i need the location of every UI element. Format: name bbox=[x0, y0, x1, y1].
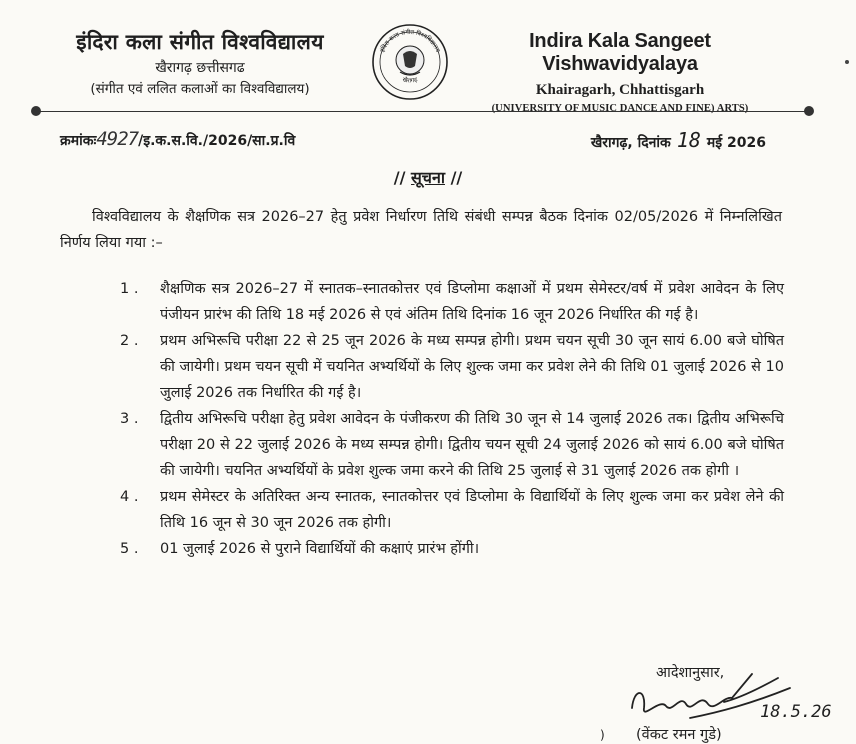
list-item-number: 2 . bbox=[120, 333, 139, 349]
notice-intro: विश्वविद्यालय के शैक्षणिक सत्र 2026–27 हेतु प्रवेश निर्धारण तिथि संबंधी सम्पन्न बैठक दिनांक 02/05/2026 में निम्नलिखित निर्णय लिया गया :– bbox=[60, 209, 782, 251]
list-item-number: 3 . bbox=[120, 411, 139, 427]
list-item-text: प्रथम अभिरूचि परीक्षा 22 से 25 जून 2026 के मध्य सम्पन्न होगी। प्रथम चयन सूची 30 जून सायं 6.00 बजे घोषित की जायेगी। प्रथम चयन सूची में चयनित अभ्यर्थियों के लिए शुल्क जमा कर प्रवेश लेने की तिथि 01 जुलाई 2026 से 10 जुलाई 2026 तक निर्धारित की गई है। bbox=[160, 333, 784, 401]
signature-block bbox=[620, 658, 856, 743]
signature-label: आदेशानुसार, bbox=[656, 665, 725, 681]
list-item-number: 5 . bbox=[120, 541, 139, 557]
title-slashes-left: // bbox=[393, 168, 406, 187]
english-letterhead bbox=[462, 30, 778, 114]
list-item-text: 01 जुलाई 2026 से पुराने विद्यार्थियों की कक्षाएं प्रारंभ होंगी। bbox=[160, 541, 480, 557]
list-item-text: द्वितीय अभिरूचि परीक्षा हेतु प्रवेश आवेदन के पंजीकरण की तिथि 30 जून से 14 जुलाई 2026 तक। द्वितीय अभिरूचि परीक्षा 20 से 22 जुलाई 2026 के मध्य सम्पन्न होगी। द्वितीय चयन सूची 24 जुलाई 2026 को सायं 6.00 बजे घोषित की जायेगी। चयनित अभ्यर्थियों के प्रवेश शुल्क जमा करने की तिथि 25 जुलाई से 31 जुलाई 2026 तक होगी । bbox=[160, 411, 784, 479]
signatory-name: (वेंकट रमन गुडे) bbox=[636, 727, 722, 743]
list-item bbox=[120, 328, 784, 406]
university-seal bbox=[370, 22, 450, 102]
title-slashes-right: // bbox=[450, 168, 463, 187]
reference-number bbox=[60, 128, 295, 150]
reference-prefix: क्रमांकः bbox=[60, 133, 97, 149]
list-item-number: 4 . bbox=[120, 489, 139, 505]
reference-handwritten-number: 4927 bbox=[96, 128, 139, 150]
signature-date: 18.5.26 bbox=[760, 702, 832, 722]
date-handwritten-day: 18 bbox=[676, 128, 701, 152]
rule-dot-left bbox=[31, 106, 41, 116]
seal-text-top: इंदिरा कला संगीत विश्वविद्यालय bbox=[378, 28, 442, 54]
university-name-english: Indira Kala Sangeet Vishwavidyalaya bbox=[529, 30, 711, 75]
university-place-english: Khairagarh, Chhattisgarh bbox=[535, 82, 705, 98]
issue-date bbox=[591, 128, 766, 152]
notice-title bbox=[0, 166, 856, 188]
hindi-letterhead bbox=[50, 28, 350, 97]
list-item bbox=[120, 536, 784, 562]
list-item bbox=[120, 484, 784, 536]
list-item bbox=[120, 406, 784, 484]
university-place-hindi: खैरागढ़ छत्तीसगढ bbox=[155, 60, 245, 76]
university-subtitle-english: (UNIVERSITY OF MUSIC DANCE AND FINE) ARTS) bbox=[491, 103, 749, 114]
list-item-number: 1 . bbox=[120, 281, 139, 297]
edge-dot bbox=[845, 60, 849, 64]
rule-dot-right bbox=[804, 106, 814, 116]
seal-text-bottom: खैरागढ़ bbox=[401, 76, 419, 85]
svg-text:खैरागढ़ bbox=[402, 75, 419, 84]
reference-suffix: /इ.क.स.वि./2026/सा.प्र.वि bbox=[138, 133, 296, 149]
corner-mark: ) bbox=[600, 728, 605, 742]
decision-list bbox=[120, 276, 784, 562]
date-month-year: मई 2026 bbox=[706, 135, 766, 151]
list-item-text: प्रथम सेमेस्टर के अतिरिक्त अन्य स्नातक, स्नातकोत्तर एवं डिप्लोमा के विद्यार्थियों के लिए शुल्क जमा कर प्रवेश लेने की तिथि 16 जून से 30 जून 2026 तक होगी। bbox=[160, 489, 784, 531]
header-rule bbox=[38, 111, 808, 112]
list-item bbox=[120, 276, 784, 328]
university-subtitle-hindi: (संगीत एवं ललित कलाओं का विश्वविद्यालय) bbox=[90, 81, 310, 97]
list-item-text: शैक्षणिक सत्र 2026–27 में स्नातक–स्नातकोत्तर एवं डिप्लोमा कक्षाओं में प्रथम सेमेस्टर/वर्ष में प्रवेश आवेदन के लिए पंजीयन प्रारंभ की तिथि 18 मई 2026 से एवं अंतिम तिथि दिनांक 16 जून 2026 निर्धारित की गई है। bbox=[160, 281, 784, 323]
university-name-hindi: इंदिरा कला संगीत विश्वविद्यालय bbox=[76, 29, 324, 54]
notice-title-text: सूचना bbox=[410, 168, 445, 187]
date-place-label: खैरागढ़, दिनांक bbox=[590, 135, 671, 151]
